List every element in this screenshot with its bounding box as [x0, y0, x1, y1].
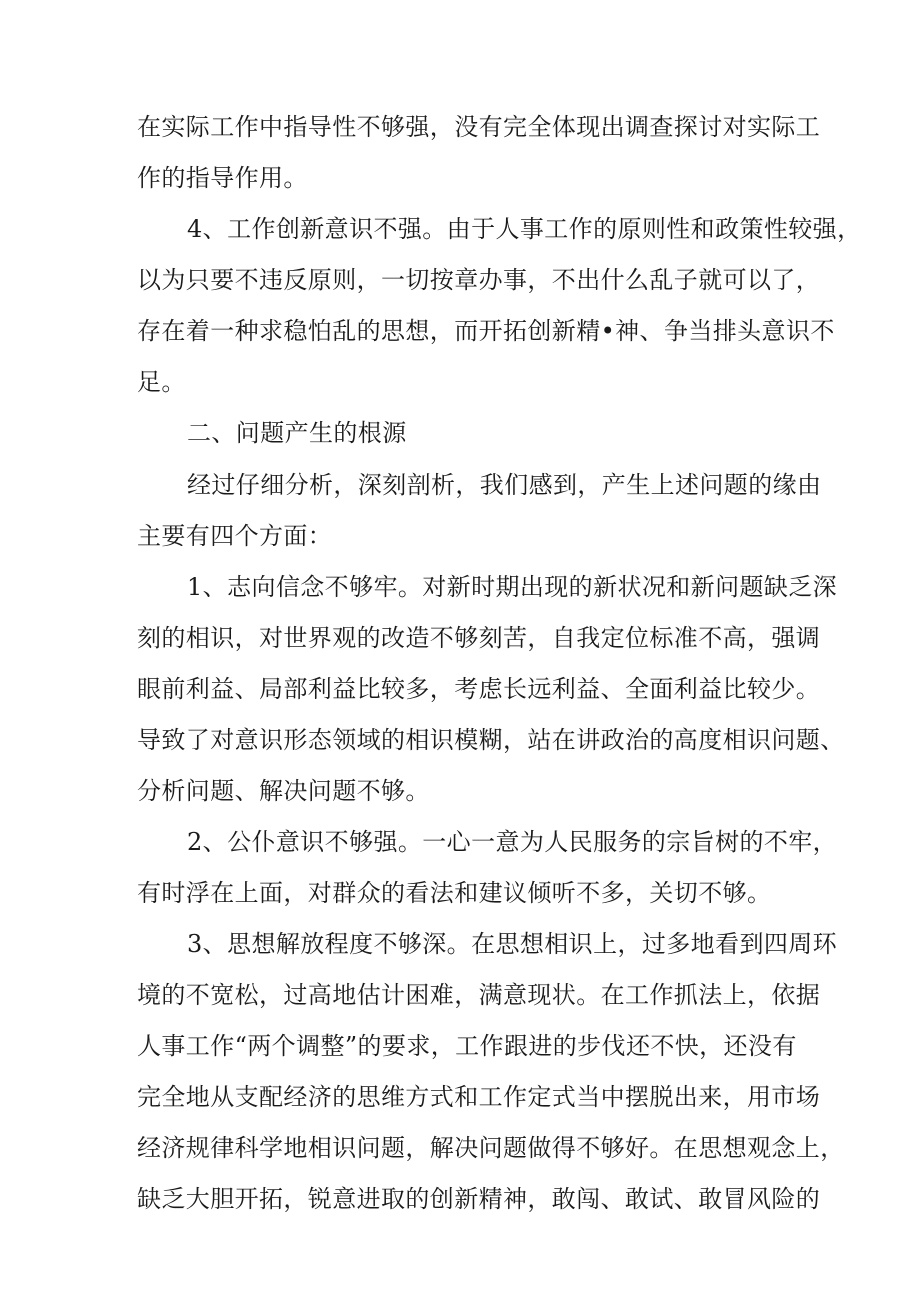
text-line: 分析问题、解决问题不够。 — [137, 777, 430, 805]
text-line: 以为只要不违反原则，一切按章办事，不出什么乱子就可以了， — [137, 266, 821, 294]
section-heading: 二、问题产生的根源 — [187, 419, 407, 447]
text-line: 完全地从支配经济的思维方式和工作定式当中摆脱出来，用市场 — [137, 1083, 821, 1111]
text-line: 刻的相识，对世界观的改造不够刻苦，自我定位标准不高，强调 — [137, 624, 821, 652]
text-line: 3、思想解放程度不够深。在思想相识上，过多地看到四周环 — [187, 930, 838, 958]
text-line: 有时浮在上面，对群众的看法和建议倾听不多，关切不够。 — [137, 879, 772, 907]
text-line: 经过仔细分析，深刻剖析，我们感到，产生上述问题的缘由 — [187, 471, 822, 499]
text-line: 存在着一种求稳怕乱的思想，而开拓创新精•神、争当排头意识不 — [137, 317, 835, 345]
text-line: 境的不宽松，过高地估计困难，满意现状。在工作抓法上，依据 — [137, 981, 821, 1009]
text-line: 缺乏大胆开拓，锐意进取的创新精神，敢闯、敢试、敢冒风险的 — [137, 1185, 821, 1213]
text-line: 眼前利益、局部利益比较多，考虑长远利益、全面利益比较少。 — [137, 675, 821, 703]
text-line: 主要有四个方面： — [137, 522, 333, 550]
text-line: 人事工作“两个调整”的要求，工作跟进的步伐还不快，还没有 — [137, 1032, 797, 1060]
text-line: 4、工作创新意识不强。由于人事工作的原则性和政策性较强， — [187, 215, 862, 243]
text-line: 导致了对意识形态领域的相识模糊，站在讲政治的高度相识问题、 — [137, 726, 845, 754]
text-line: 经济规律科学地相识问题，解决问题做得不够好。在思想观念上， — [137, 1134, 845, 1162]
text-line: 1、志向信念不够牢。对新时期出现的新状况和新问题缺乏深 — [187, 573, 838, 601]
text-line: 作的指导作用。 — [137, 164, 308, 192]
text-line: 2、公仆意识不够强。一心一意为人民服务的宗旨树的不牢， — [187, 828, 838, 856]
text-line: 足。 — [137, 368, 186, 396]
text-line: 在实际工作中指导性不够强，没有完全体现出调查探讨对实际工 — [137, 113, 821, 141]
